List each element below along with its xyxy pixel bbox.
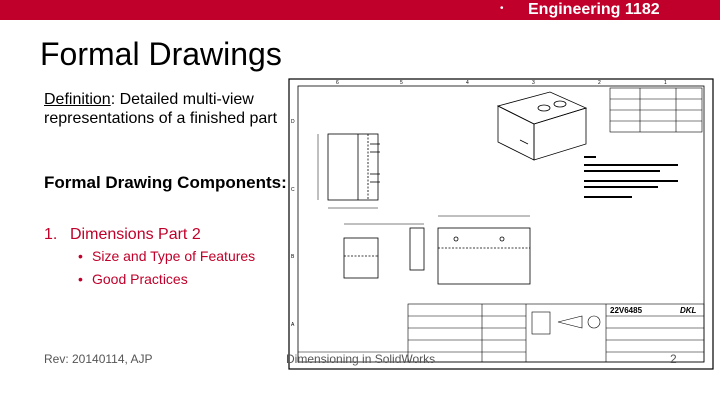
sub-list-item: [78, 271, 188, 287]
slide-title: Formal Drawings: [40, 36, 282, 72]
drawing-sheet: [288, 78, 714, 370]
list-number: 1.: [44, 226, 58, 243]
zone-number: 1: [664, 80, 667, 86]
zone-number: 2: [598, 80, 601, 86]
footer-revision: Rev: 20140114, AJP: [44, 352, 153, 366]
bullet-icon: •: [78, 248, 83, 264]
footer-center-text: Dimensioning in SolidWorks: [286, 352, 436, 366]
zone-letter: B: [291, 254, 295, 260]
zone-number: 4: [466, 80, 469, 86]
zone-letter: D: [291, 119, 295, 125]
header-bullet: •: [500, 3, 504, 14]
zone-number: 6: [336, 80, 339, 86]
header-bar: [0, 0, 720, 20]
course-title: Engineering 1182: [528, 1, 660, 18]
zone-letter: C: [291, 187, 295, 193]
zone-number: 3: [532, 80, 535, 86]
part-number: 22V6485: [610, 306, 643, 315]
page-number: 2: [670, 352, 677, 366]
zone-number: 5: [400, 80, 403, 86]
definition-text: : Detailed multi-view representations of a finished part: [44, 91, 278, 127]
definition-block: [44, 90, 284, 128]
sub-item-label: Size and Type of Features: [92, 248, 256, 264]
list-item: [44, 226, 201, 244]
zone-letter: A: [291, 322, 295, 328]
sub-item-label: Good Practices: [92, 271, 188, 287]
definition-term: Definition: [44, 91, 111, 108]
components-heading: Formal Drawing Components:: [44, 173, 287, 192]
sub-list-item: [78, 248, 255, 264]
list-label: Dimensions Part 2: [70, 226, 201, 243]
engineering-drawing-image: [288, 78, 714, 370]
company-logo: DKL: [680, 306, 697, 315]
bullet-icon: •: [78, 271, 83, 287]
